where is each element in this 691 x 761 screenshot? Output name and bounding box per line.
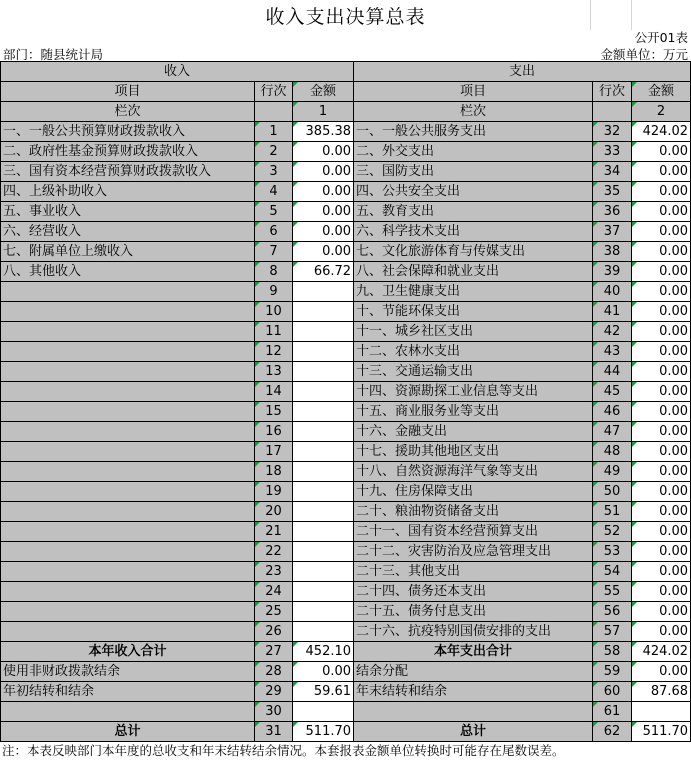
table-row bbox=[1, 522, 691, 542]
expense-amount: 424.02 bbox=[632, 642, 691, 662]
expense-row-no: 38 bbox=[593, 242, 632, 262]
expense-item bbox=[354, 702, 593, 722]
income-column-no: 1 bbox=[293, 102, 354, 122]
expense-item: 八、社会保障和就业支出 bbox=[354, 262, 593, 282]
expense-row-no: 44 bbox=[593, 362, 632, 382]
expense-row-no: 55 bbox=[593, 582, 632, 602]
income-row-no-header: 行次 bbox=[255, 82, 293, 102]
income-amount bbox=[293, 582, 354, 602]
table-row bbox=[1, 282, 691, 302]
income-row-no: 6 bbox=[255, 222, 293, 242]
expense-amount: 0.00 bbox=[632, 242, 691, 262]
table-row bbox=[1, 542, 691, 562]
income-item bbox=[1, 342, 255, 362]
expense-amount: 0.00 bbox=[632, 622, 691, 642]
income-item bbox=[1, 462, 255, 482]
expense-amount: 0.00 bbox=[632, 602, 691, 622]
table-row bbox=[1, 322, 691, 342]
expense-row-no: 37 bbox=[593, 222, 632, 242]
expense-item: 十八、自然资源海洋气象等支出 bbox=[354, 462, 593, 482]
expense-item: 十二、农林水支出 bbox=[354, 342, 593, 362]
expense-item: 年末结转和结余 bbox=[354, 682, 593, 702]
expense-item: 二十二、灾害防治及应急管理支出 bbox=[354, 542, 593, 562]
expense-item: 十五、商业服务业等支出 bbox=[354, 402, 593, 422]
income-item: 本年收入合计 bbox=[1, 642, 255, 662]
expense-item: 本年支出合计 bbox=[354, 642, 593, 662]
expense-amount: 0.00 bbox=[632, 142, 691, 162]
income-item bbox=[1, 622, 255, 642]
income-item bbox=[1, 382, 255, 402]
expense-amount: 0.00 bbox=[632, 302, 691, 322]
page-title: 收入支出决算总表 bbox=[265, 5, 426, 28]
income-item bbox=[1, 362, 255, 382]
income-amount: 0.00 bbox=[293, 222, 354, 242]
expense-item: 十一、城乡社区支出 bbox=[354, 322, 593, 342]
table-row bbox=[1, 302, 691, 322]
expense-row-no: 42 bbox=[593, 322, 632, 342]
income-row-no: 4 bbox=[255, 182, 293, 202]
expense-column-no-label: 栏次 bbox=[354, 102, 593, 122]
footnote: 注：本表反映部门本年度的总收支和年末结转结余情况。本套报表金额单位转换时可能存在尾数误差。 bbox=[2, 743, 565, 758]
expense-row-no: 53 bbox=[593, 542, 632, 562]
expense-amount: 0.00 bbox=[632, 442, 691, 462]
income-item bbox=[1, 562, 255, 582]
table-row bbox=[1, 122, 691, 142]
income-row-no: 23 bbox=[255, 562, 293, 582]
income-header: 收入 bbox=[1, 62, 354, 82]
income-amount: 66.72 bbox=[293, 262, 354, 282]
expense-row-no: 45 bbox=[593, 382, 632, 402]
expense-header: 支出 bbox=[354, 62, 691, 82]
expense-item: 三、国防支出 bbox=[354, 162, 593, 182]
income-row-no: 7 bbox=[255, 242, 293, 262]
income-amount: 0.00 bbox=[293, 142, 354, 162]
expense-item: 结余分配 bbox=[354, 662, 593, 682]
income-row-no: 27 bbox=[255, 642, 293, 662]
income-item: 总计 bbox=[1, 722, 255, 742]
expense-amount: 0.00 bbox=[632, 342, 691, 362]
income-column-no-label: 栏次 bbox=[1, 102, 255, 122]
income-row-no: 18 bbox=[255, 462, 293, 482]
table-row bbox=[1, 382, 691, 402]
income-row-no: 30 bbox=[255, 702, 293, 722]
income-amount bbox=[293, 382, 354, 402]
department-label: 部门：随县统计局 bbox=[3, 47, 104, 62]
income-item: 五、事业收入 bbox=[1, 202, 255, 222]
income-amount bbox=[293, 422, 354, 442]
expense-amount: 0.00 bbox=[632, 582, 691, 602]
expense-item: 九、卫生健康支出 bbox=[354, 282, 593, 302]
income-item: 四、上级补助收入 bbox=[1, 182, 255, 202]
form-code: 公开01表 bbox=[634, 30, 688, 45]
income-amount: 0.00 bbox=[293, 182, 354, 202]
income-item bbox=[1, 542, 255, 562]
income-row-no: 5 bbox=[255, 202, 293, 222]
expense-amount: 511.70 bbox=[632, 722, 691, 742]
income-amount bbox=[293, 442, 354, 462]
table-row bbox=[1, 422, 691, 442]
expense-item-header: 项目 bbox=[354, 82, 593, 102]
table-row bbox=[1, 662, 691, 682]
income-amount: 511.70 bbox=[293, 722, 354, 742]
income-amount bbox=[293, 482, 354, 502]
expense-amount: 0.00 bbox=[632, 362, 691, 382]
income-item bbox=[1, 442, 255, 462]
income-row-no: 26 bbox=[255, 622, 293, 642]
expense-row-no: 32 bbox=[593, 122, 632, 142]
expense-amount: 424.02 bbox=[632, 122, 691, 142]
income-amount bbox=[293, 622, 354, 642]
expense-amount: 0.00 bbox=[632, 382, 691, 402]
income-amount bbox=[293, 562, 354, 582]
income-row-no: 13 bbox=[255, 362, 293, 382]
expense-item: 二十三、其他支出 bbox=[354, 562, 593, 582]
expense-amount: 0.00 bbox=[632, 662, 691, 682]
expense-item: 二十四、债务还本支出 bbox=[354, 582, 593, 602]
income-row-no: 3 bbox=[255, 162, 293, 182]
grid-line bbox=[590, 0, 591, 30]
expense-amount: 0.00 bbox=[632, 282, 691, 302]
income-amount bbox=[293, 342, 354, 362]
unit-label: 金额单位：万元 bbox=[600, 47, 688, 62]
expense-item: 一、一般公共服务支出 bbox=[354, 122, 593, 142]
income-item bbox=[1, 302, 255, 322]
expense-row-no: 46 bbox=[593, 402, 632, 422]
expense-row-no: 48 bbox=[593, 442, 632, 462]
income-row-no: 24 bbox=[255, 582, 293, 602]
income-amount: 59.61 bbox=[293, 682, 354, 702]
income-item: 使用非财政拨款结余 bbox=[1, 662, 255, 682]
income-row-no: 16 bbox=[255, 422, 293, 442]
expense-row-no: 35 bbox=[593, 182, 632, 202]
expense-amount: 0.00 bbox=[632, 422, 691, 442]
income-amount: 0.00 bbox=[293, 662, 354, 682]
income-row-no: 9 bbox=[255, 282, 293, 302]
expense-item: 二十六、抗疫特别国债安排的支出 bbox=[354, 622, 593, 642]
expense-amount: 0.00 bbox=[632, 222, 691, 242]
income-item bbox=[1, 422, 255, 442]
income-row-no: 12 bbox=[255, 342, 293, 362]
expense-row-no: 40 bbox=[593, 282, 632, 302]
expense-amount: 0.00 bbox=[632, 462, 691, 482]
expense-row-no: 51 bbox=[593, 502, 632, 522]
table-row bbox=[1, 502, 691, 522]
expense-item: 十六、金融支出 bbox=[354, 422, 593, 442]
income-amount bbox=[293, 282, 354, 302]
expense-row-no: 33 bbox=[593, 142, 632, 162]
income-row-no: 17 bbox=[255, 442, 293, 462]
table-row bbox=[1, 262, 691, 282]
table-row bbox=[1, 622, 691, 642]
income-amount bbox=[293, 322, 354, 342]
income-item bbox=[1, 322, 255, 342]
expense-amount: 0.00 bbox=[632, 202, 691, 222]
income-amount bbox=[293, 402, 354, 422]
income-amount bbox=[293, 522, 354, 542]
income-amount bbox=[293, 502, 354, 522]
table-row bbox=[1, 202, 691, 222]
income-item bbox=[1, 582, 255, 602]
income-amount: 385.38 bbox=[293, 122, 354, 142]
expense-row-no: 41 bbox=[593, 302, 632, 322]
income-amount: 0.00 bbox=[293, 242, 354, 262]
income-item: 八、其他收入 bbox=[1, 262, 255, 282]
table-row bbox=[1, 182, 691, 202]
expense-amount: 0.00 bbox=[632, 542, 691, 562]
income-row-no: 29 bbox=[255, 682, 293, 702]
table-row bbox=[1, 602, 691, 622]
table-row bbox=[1, 702, 691, 722]
income-item: 二、政府性基金预算财政拨款收入 bbox=[1, 142, 255, 162]
expense-row-no: 36 bbox=[593, 202, 632, 222]
expense-item: 四、公共安全支出 bbox=[354, 182, 593, 202]
table-row bbox=[1, 162, 691, 182]
income-row-no: 15 bbox=[255, 402, 293, 422]
expense-row-no: 54 bbox=[593, 562, 632, 582]
expense-column-no-blank bbox=[593, 102, 632, 122]
expense-row-no: 58 bbox=[593, 642, 632, 662]
table-row bbox=[1, 722, 691, 742]
income-item bbox=[1, 502, 255, 522]
expense-item: 总计 bbox=[354, 722, 593, 742]
income-item bbox=[1, 482, 255, 502]
expense-row-no: 56 bbox=[593, 602, 632, 622]
expense-amount: 0.00 bbox=[632, 162, 691, 182]
expense-item: 十四、资源勘探工业信息等支出 bbox=[354, 382, 593, 402]
income-amount: 0.00 bbox=[293, 202, 354, 222]
expense-amount: 0.00 bbox=[632, 482, 691, 502]
income-amount bbox=[293, 542, 354, 562]
income-amount bbox=[293, 462, 354, 482]
table-row bbox=[1, 482, 691, 502]
expense-row-no-header: 行次 bbox=[593, 82, 632, 102]
income-row-no: 28 bbox=[255, 662, 293, 682]
income-item: 年初结转和结余 bbox=[1, 682, 255, 702]
table-row bbox=[1, 342, 691, 362]
table-row bbox=[1, 362, 691, 382]
expense-item: 二、外交支出 bbox=[354, 142, 593, 162]
table-row bbox=[1, 582, 691, 602]
income-item-header: 项目 bbox=[1, 82, 255, 102]
expense-item: 六、科学技术支出 bbox=[354, 222, 593, 242]
expense-row-no: 50 bbox=[593, 482, 632, 502]
income-row-no: 22 bbox=[255, 542, 293, 562]
expense-amount: 0.00 bbox=[632, 262, 691, 282]
expense-amount: 0.00 bbox=[632, 522, 691, 542]
table-row bbox=[1, 442, 691, 462]
expense-amount: 0.00 bbox=[632, 182, 691, 202]
expense-item: 十三、交通运输支出 bbox=[354, 362, 593, 382]
income-row-no: 1 bbox=[255, 122, 293, 142]
income-amount: 452.10 bbox=[293, 642, 354, 662]
table-row bbox=[1, 462, 691, 482]
income-amount bbox=[293, 602, 354, 622]
table-row bbox=[1, 142, 691, 162]
income-amount bbox=[293, 362, 354, 382]
expense-item: 十九、住房保障支出 bbox=[354, 482, 593, 502]
income-item: 一、一般公共预算财政拨款收入 bbox=[1, 122, 255, 142]
grid-line bbox=[631, 0, 632, 30]
expense-row-no: 39 bbox=[593, 262, 632, 282]
income-expense-table bbox=[0, 61, 691, 742]
income-item: 六、经营收入 bbox=[1, 222, 255, 242]
expense-amount: 0.00 bbox=[632, 562, 691, 582]
expense-item: 二十一、国有资本经营预算支出 bbox=[354, 522, 593, 542]
income-column-no-blank bbox=[255, 102, 293, 122]
income-item: 三、国有资本经营预算财政拨款收入 bbox=[1, 162, 255, 182]
expense-row-no: 43 bbox=[593, 342, 632, 362]
expense-amount: 0.00 bbox=[632, 402, 691, 422]
income-row-no: 2 bbox=[255, 142, 293, 162]
income-row-no: 19 bbox=[255, 482, 293, 502]
expense-amount: 87.68 bbox=[632, 682, 691, 702]
income-item bbox=[1, 402, 255, 422]
income-item bbox=[1, 522, 255, 542]
expense-row-no: 49 bbox=[593, 462, 632, 482]
expense-item: 二十、粮油物资储备支出 bbox=[354, 502, 593, 522]
income-item bbox=[1, 282, 255, 302]
expense-column-no: 2 bbox=[632, 102, 691, 122]
income-row-no: 14 bbox=[255, 382, 293, 402]
table-row bbox=[1, 562, 691, 582]
expense-item: 十、节能环保支出 bbox=[354, 302, 593, 322]
expense-amount bbox=[632, 702, 691, 722]
income-item bbox=[1, 702, 255, 722]
expense-amount: 0.00 bbox=[632, 322, 691, 342]
income-item: 七、附属单位上缴收入 bbox=[1, 242, 255, 262]
expense-item: 七、文化旅游体育与传媒支出 bbox=[354, 242, 593, 262]
expense-row-no: 52 bbox=[593, 522, 632, 542]
expense-amount: 0.00 bbox=[632, 502, 691, 522]
table-row bbox=[1, 682, 691, 702]
expense-row-no: 57 bbox=[593, 622, 632, 642]
table-row bbox=[1, 242, 691, 262]
expense-row-no: 47 bbox=[593, 422, 632, 442]
income-row-no: 11 bbox=[255, 322, 293, 342]
table-row bbox=[1, 642, 691, 662]
income-amount: 0.00 bbox=[293, 162, 354, 182]
expense-row-no: 34 bbox=[593, 162, 632, 182]
expense-amount-header: 金额 bbox=[632, 82, 691, 102]
expense-row-no: 59 bbox=[593, 662, 632, 682]
income-row-no: 21 bbox=[255, 522, 293, 542]
expense-row-no: 62 bbox=[593, 722, 632, 742]
table-row bbox=[1, 402, 691, 422]
income-amount bbox=[293, 702, 354, 722]
expense-row-no: 60 bbox=[593, 682, 632, 702]
income-amount-header: 金额 bbox=[293, 82, 354, 102]
income-row-no: 31 bbox=[255, 722, 293, 742]
income-row-no: 8 bbox=[255, 262, 293, 282]
income-row-no: 10 bbox=[255, 302, 293, 322]
income-amount bbox=[293, 302, 354, 322]
income-row-no: 25 bbox=[255, 602, 293, 622]
expense-item: 二十五、债务付息支出 bbox=[354, 602, 593, 622]
table-row bbox=[1, 222, 691, 242]
income-row-no: 20 bbox=[255, 502, 293, 522]
expense-item: 五、教育支出 bbox=[354, 202, 593, 222]
expense-item: 十七、援助其他地区支出 bbox=[354, 442, 593, 462]
income-item bbox=[1, 602, 255, 622]
expense-row-no: 61 bbox=[593, 702, 632, 722]
